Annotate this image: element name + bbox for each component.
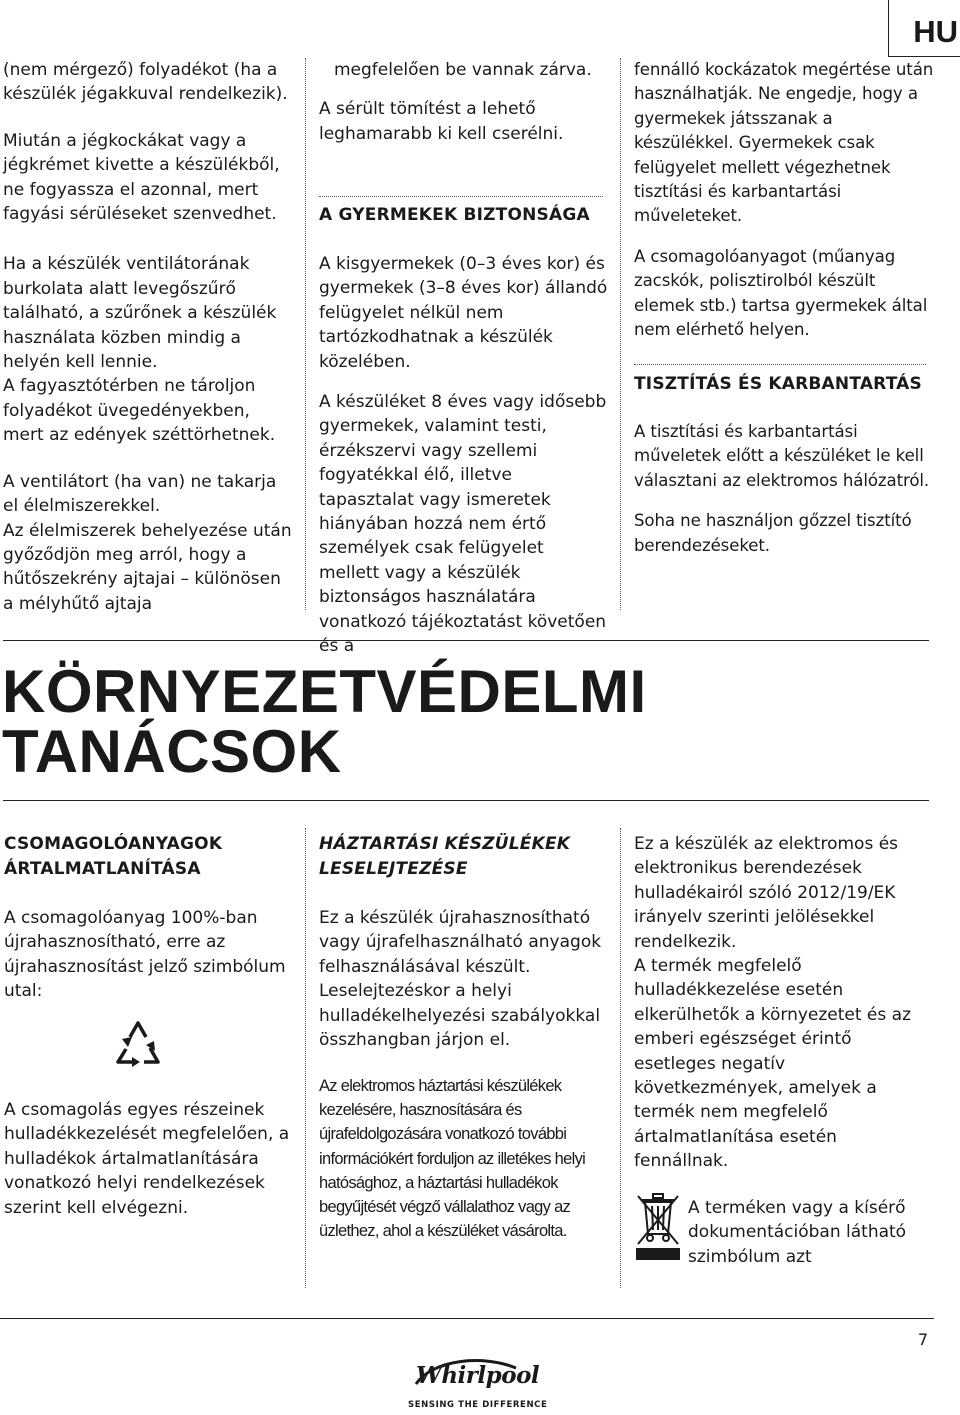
bottom-column-3-symbol-text <box>688 1196 928 1269</box>
paragraph: fennálló kockázatok megértése után használhatják. Ne engedje, hogy a gyermekek játsszanak a készülékkel. Gyermekek csak felügyelet mellett végezhetnek tisztítási és karbantartási műveleteket. <box>634 60 934 226</box>
paragraph: A fagyasztótérben ne tároljon folyadékot üvegedényekben, mert az edények széttörhetnek. <box>3 376 276 446</box>
footer-rule <box>0 1318 934 1319</box>
top-column-1 <box>3 58 293 616</box>
column-divider <box>620 828 621 1288</box>
column-divider <box>305 828 306 1288</box>
paragraph: Ez a készülék újrahasznosítható vagy újrafelhasználható anyagok felhasználásával készült. Leselejtezéskor a helyi hulladékelhelyezési szabályokkal összhangban járjon el. <box>319 908 602 1051</box>
top-column-2 <box>319 58 607 146</box>
bottom-column-2 <box>319 906 611 1052</box>
paragraph: A csomagolóanyagot (műanyag zacskók, polisztirolból készült elemek stb.) tartsa gyermekek által nem elérhető helyen. <box>634 246 928 340</box>
paragraph: A terméken vagy a kísérő dokumentációban látható szimbólum azt <box>688 1198 907 1267</box>
paragraph: A kisgyermekek (0–3 éves kor) és gyermekek (3–8 éves kor) állandó felügyelet nélkül nem tartózkodhatnak a készülék közelében. <box>319 254 608 372</box>
paragraph: Ez a készülék az elektromos és elektronikus berendezések hulladékairól szóló 2012/19/EK irányelv szerinti jelölésekkel rendelkezik. <box>634 834 899 952</box>
paragraph: A csomagolás egyes részeinek hulladékkezelését megfelelően, a hulladékok ártalmatlanítására vonatkozó helyi rendelkezések szerint kell elvégezni. <box>4 1100 290 1218</box>
paragraph: Ha a készülék ventilátorának burkolata alatt levegőszűrő található, a szűrőnek a készülék használata közben mindig a helyén kell lennie. <box>3 254 277 373</box>
paragraph: (nem mérgező) folyadékot (ha a készülék jégakkuval rendelkezik). <box>3 60 288 105</box>
paragraph: A készüléket 8 éves vagy idősebb gyermekek, valamint testi, érzékszervi vagy szellemi fogyatékkal élő, illetve tapasztalat vagy ismeretek hiányában hozzá nem értő személyek csak felügyelet mellett vagy a készülék biztonságos használatára vonatkozó tájékoztatást követően és a <box>319 392 607 657</box>
paragraph: Soha ne használjon gőzzel tisztító berendezéseket. <box>634 511 912 555</box>
top-column-2-body <box>319 252 609 659</box>
brand-name: Whirlpool <box>416 1362 540 1389</box>
section-title: KÖRNYEZETVÉDELMI TANÁCSOK <box>2 658 647 785</box>
page-number: 7 <box>917 1330 928 1349</box>
paragraph: A termék megfelelő hulladékkezelése esetén elkerülhetők a környezetet és az emberi egészséget érintő esetleges negatív következmények, amelyek a termék nem megfelelő ártalmatlanítása esetén fennállnak. <box>634 956 911 1172</box>
language-badge <box>888 0 960 58</box>
column-divider <box>305 58 306 610</box>
paragraph: megfelelően be vannak zárva. <box>334 60 592 80</box>
top-column-3-body <box>634 420 934 558</box>
paragraph: Az élelmiszerek behelyezése után győződjön meg arról, hogy a hűtőszekrény ajtajai – különösen a mélyhűtő ajtaja <box>3 520 292 614</box>
section-heading-disposal: HÁZTARTÁSI KÉSZÜLÉKEK LESELEJTEZÉSE <box>319 834 571 879</box>
section-heading-packaging: CSOMAGOLÓANYAGOK ÁRTALMATLANÍTÁSA <box>4 834 223 879</box>
bottom-column-1 <box>4 906 294 1004</box>
section-heading-child-safety: A GYERMEKEK BIZTONSÁGA <box>319 205 590 225</box>
brand-tagline: SENSING THE DIFFERENCE <box>408 1400 548 1410</box>
paragraph: A tisztítási és karbantartási műveletek előtt a készüléket le kell választani az elektromos hálózatról. <box>634 422 930 490</box>
bottom-column-2-body <box>319 1074 609 1243</box>
paragraph: A sérült tömítést a lehető leghamarabb ki kell cserélni. <box>319 99 564 144</box>
horizontal-rule <box>3 800 929 801</box>
recycle-icon <box>110 1015 166 1071</box>
horizontal-rule <box>3 640 929 641</box>
column-divider <box>620 58 621 610</box>
bottom-column-1-body <box>4 1098 294 1220</box>
paragraph: A ventilátort (ha van) ne takarja el élelmiszerekkel. <box>3 471 277 517</box>
language-code: HU <box>913 14 958 49</box>
bottom-column-3 <box>634 832 934 1174</box>
weee-bin-icon <box>634 1192 682 1264</box>
paragraph: Az elektromos háztartási készülékek kezelésére, hasznosítására és újrafeldolgozására vonatkozó további információkért forduljon az illetékes helyi hatósághoz, a háztartási hulladékok begyűjtését végző vállalathoz vagy az üzlethez, ahol a készüléket vásárolta. <box>319 1077 586 1241</box>
top-column-3 <box>634 58 934 342</box>
section-heading-cleaning: TISZTÍTÁS ÉS KARBANTARTÁS <box>634 374 922 394</box>
paragraph: A csomagolóanyag 100%-ban újrahasznosítható, erre az újrahasznosítást jelző szimbólum utal: <box>4 908 286 1002</box>
section-divider <box>634 364 926 365</box>
section-divider <box>319 196 603 197</box>
whirlpool-logo <box>408 1350 548 1412</box>
paragraph: Miután a jégkockákat vagy a jégkrémet kivette a készülékből, ne fogyassza el azonnal, mert fagyási sérüléseket szenvedhet. <box>3 130 280 225</box>
